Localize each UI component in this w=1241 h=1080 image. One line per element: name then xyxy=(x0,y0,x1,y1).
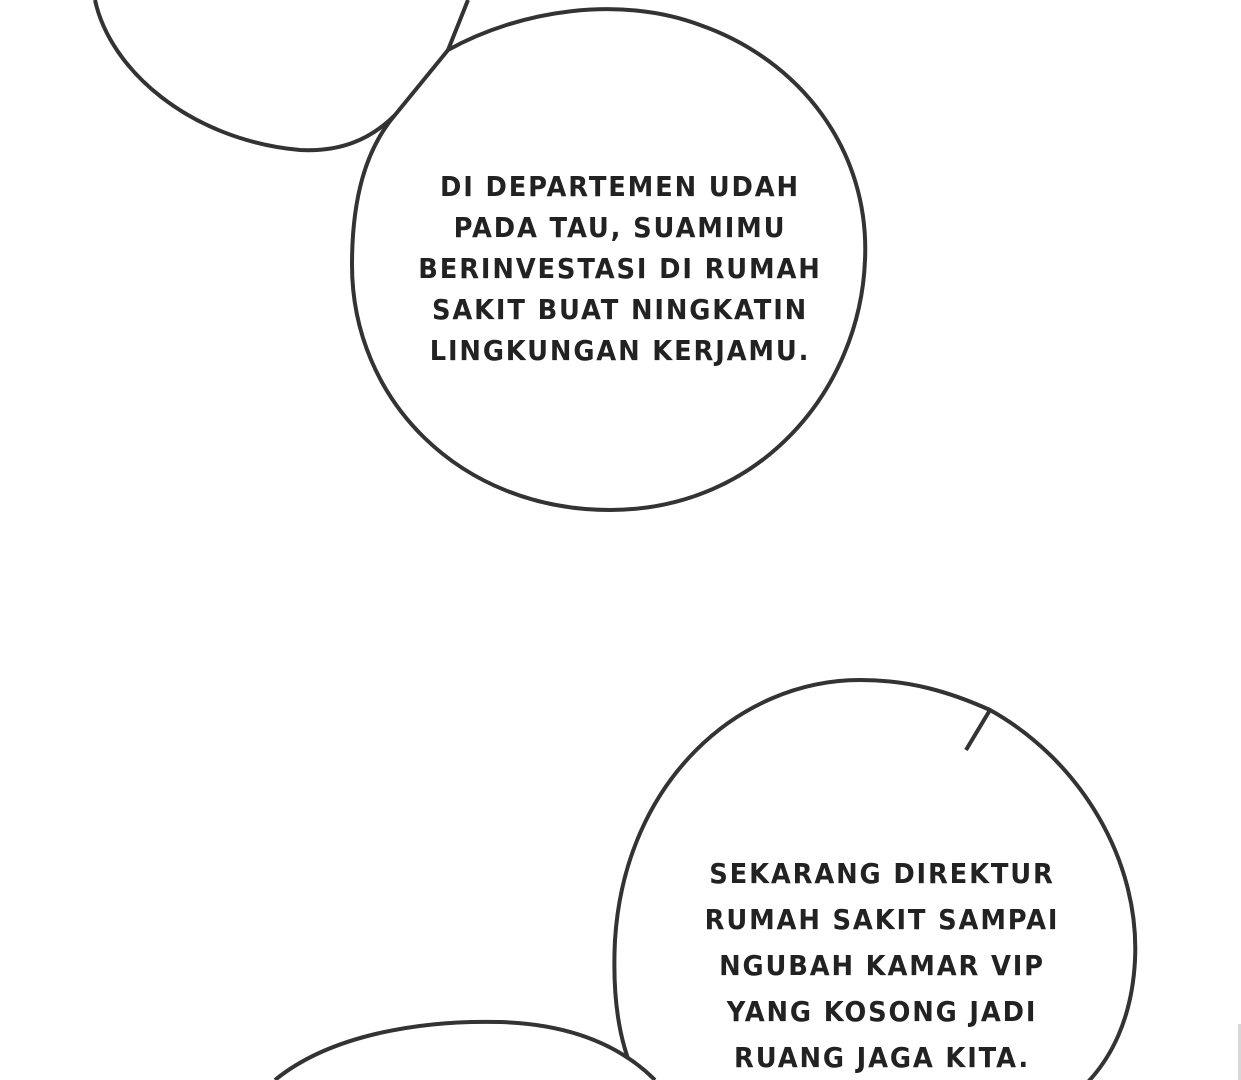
speech-bubble-1-text xyxy=(418,166,823,371)
speech-bubble-bottom-left xyxy=(275,1022,655,1080)
bubble-1-line-4: SAKIT BUAT NINGKATIN xyxy=(431,293,809,326)
bubble-2-line-1: SEKARANG DIREKTUR xyxy=(709,857,1055,890)
speech-bubble-top-left xyxy=(95,0,395,150)
bubble-2-line-5: RUANG JAGA KITA. xyxy=(734,1041,1030,1074)
bubble-2-line-2: RUMAH SAKIT SAMPAI xyxy=(704,903,1060,936)
bubble-1-line-2: PADA TAU, SUAMIMU xyxy=(453,211,787,244)
bubble-2-line-4: YANG KOSONG JADI xyxy=(726,995,1038,1028)
bubble-2-line-3: NGUBAH KAMAR VIP xyxy=(719,949,1045,982)
bubble-1-line-1: DI DEPARTEMEN UDAH xyxy=(440,170,800,203)
bubble-1-line-5: LINGKUNGAN KERJAMU. xyxy=(429,334,811,367)
bubble-1-line-3: BERINVESTASI DI RUMAH xyxy=(418,252,822,285)
speech-bubble-2-text xyxy=(680,851,1085,1080)
